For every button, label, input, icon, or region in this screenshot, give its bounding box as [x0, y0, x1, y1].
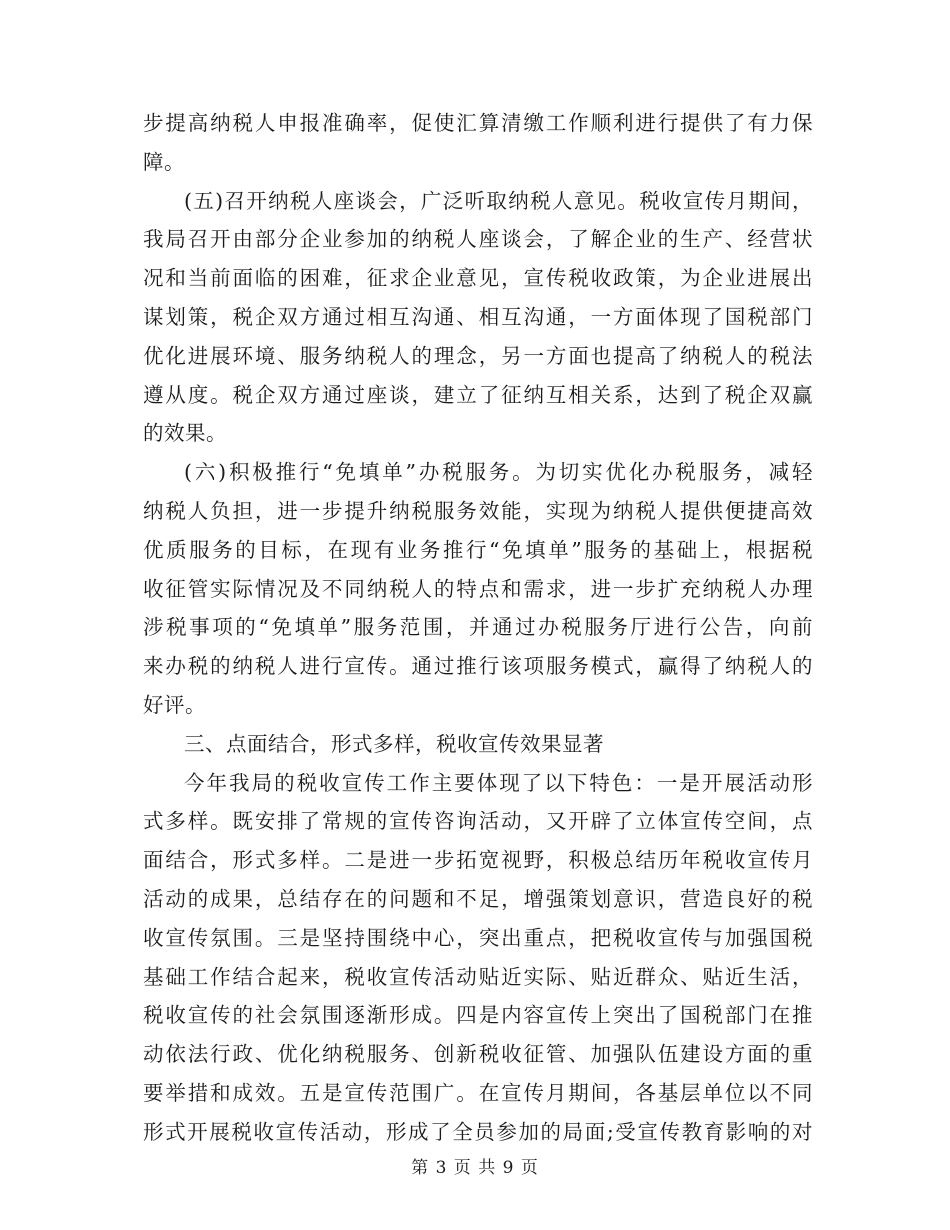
- text-line: 式多样。既安排了常规的宣传咨询活动，又开辟了立体宣传空间，点: [143, 809, 813, 834]
- text-line: 遵从度。税企双方通过座谈，建立了征纳互相关系，达到了税企双赢: [143, 382, 813, 407]
- text-line: 要举措和成效。五是宣传范围广。在宣传月期间，各基层单位以不同: [143, 1080, 813, 1105]
- section-heading: 三、点面结合，形式多样，税收宣传效果显著: [184, 731, 604, 756]
- text-line: 基础工作结合起来，税收宣传活动贴近实际、贴近群众、贴近生活，: [143, 964, 813, 989]
- document-body: [143, 104, 813, 1152]
- text-line: 好评。: [143, 692, 206, 717]
- text-line: 税收宣传的社会氛围逐渐形成。四是内容宣传上突出了国税部门在推: [143, 1003, 813, 1028]
- text-line: 面结合，形式多样。二是进一步拓宽视野，积极总结历年税收宣传月: [143, 848, 813, 873]
- text-line: 我局召开由部分企业参加的纳税人座谈会，了解企业的生产、经营状: [143, 227, 813, 252]
- text-line: 优质服务的目标，在现有业务推行“免填单”服务的基础上，根据税: [143, 537, 813, 562]
- text-line: 来办税的纳税人进行宣传。通过推行该项服务模式，赢得了纳税人的: [143, 654, 813, 679]
- page-number-footer: 第 3 页 共 9 页: [411, 1158, 539, 1178]
- text-line: 形式开展税收宣传活动，形成了全员参加的局面;受宣传教育影响的对: [143, 1119, 813, 1144]
- text-line: 收征管实际情况及不同纳税人的特点和需求，进一步扩充纳税人办理: [143, 576, 813, 601]
- text-line: 今年我局的税收宣传工作主要体现了以下特色：一是开展活动形: [184, 770, 813, 795]
- text-line: 动依法行政、优化纳税服务、创新税收征管、加强队伍建设方面的重: [143, 1042, 813, 1067]
- text-line: 谋划策，税企双方通过相互沟通、相互沟通，一方面体现了国税部门: [143, 304, 813, 329]
- text-line: 纳税人负担，进一步提升纳税服务效能，实现为纳税人提供便捷高效: [143, 498, 813, 523]
- text-line: 障。: [143, 149, 185, 174]
- text-line: 涉税事项的“免填单”服务范围，并通过办税服务厅进行公告，向前: [143, 615, 813, 640]
- text-line: (五)召开纳税人座谈会，广泛听取纳税人意见。税收宣传月期间，: [184, 188, 813, 213]
- text-line: 的效果。: [143, 421, 227, 446]
- text-line: 优化进展环境、服务纳税人的理念，另一方面也提高了纳税人的税法: [143, 343, 813, 368]
- text-line: 步提高纳税人申报准确率，促使汇算清缴工作顺利进行提供了有力保: [143, 111, 813, 135]
- text-line: 况和当前面临的困难，征求企业意见，宣传税收政策，为企业进展出: [143, 266, 813, 291]
- text-line: 活动的成果，总结存在的问题和不足，增强策划意识，营造良好的税: [143, 886, 813, 911]
- text-line: (六)积极推行“免填单”办税服务。为切实优化办税服务，减轻: [184, 460, 813, 485]
- text-line: 收宣传氛围。三是坚持围绕中心，突出重点，把税收宣传与加强国税: [143, 925, 813, 950]
